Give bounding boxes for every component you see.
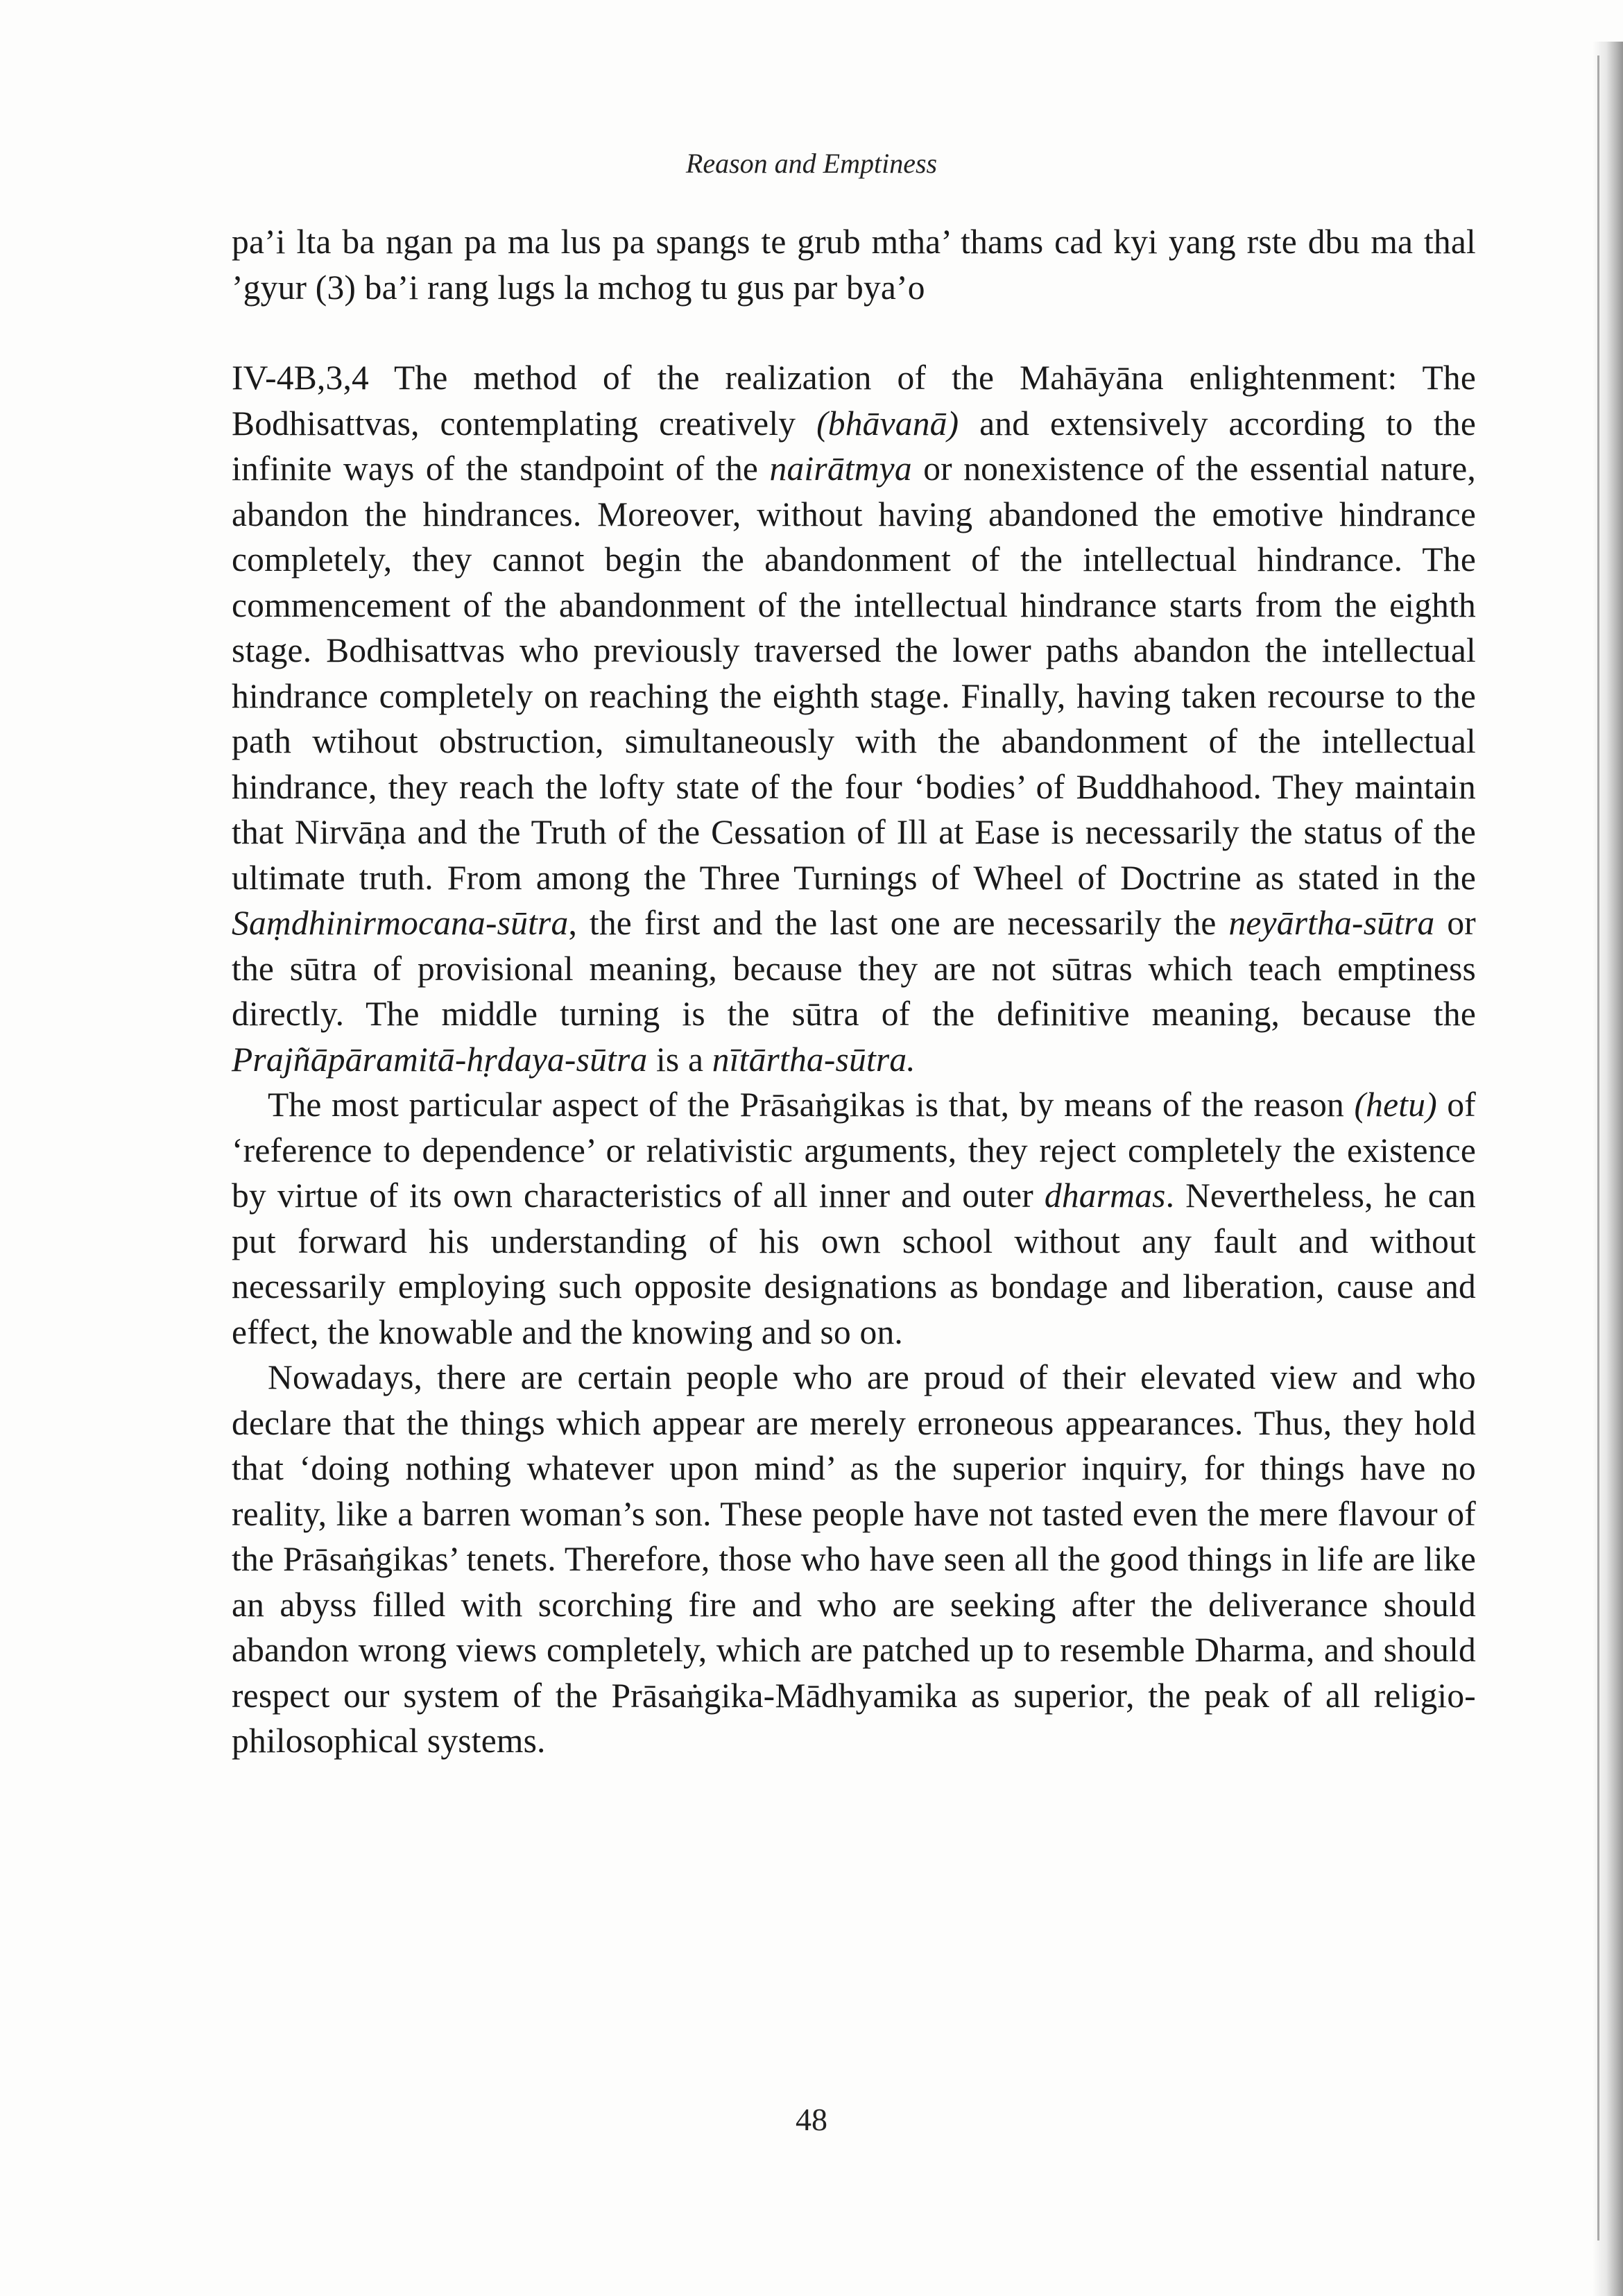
term-samdhinirmocana-sutra: Saṃdhinirmocana-sūtra bbox=[232, 904, 569, 942]
binding-edge bbox=[1597, 55, 1599, 2241]
term-nitartha-sutra: nītārtha-sūtra. bbox=[712, 1040, 916, 1079]
term-prajnaparamita-hrdaya-sutra: Prajñāpāramitā-hṛdaya-sūtra bbox=[232, 1040, 648, 1079]
text-run: The most particular aspect of the Prāsaṅgikas is that, by means of the reason bbox=[268, 1086, 1355, 1124]
body-text bbox=[232, 219, 1476, 1764]
text-run: . Nevertheless, he can put forward his understanding of his own school without any fault and without necessarily employing such opposite designations as bondage and liberation, cause and effect, the knowable and the knowing and so on. bbox=[232, 1176, 1476, 1351]
term-neyartha-sutra: neyārtha-sūtra bbox=[1228, 904, 1435, 942]
text-run: of ‘reference to dependence’ or relativistic arguments, they reject completely the existence by virtue of its own characteristics of all inner and outer bbox=[232, 1086, 1476, 1215]
term-hetu: (hetu) bbox=[1354, 1086, 1437, 1124]
term-dharmas: dharmas bbox=[1044, 1176, 1166, 1215]
paragraph-tibetan-quote: pa’i lta ba ngan pa ma lus pa spangs te grub mtha’ thams cad kyi yang rste dbu ma thal ’gyur (3) ba’i rang lugs la mchog tu gus par bya’o bbox=[232, 223, 1476, 307]
text-run: or nonexistence of the essential nature, abandon the hindrances. Moreover, without having abandoned the emotive hindrance completely, they cannot begin the abandonment of the intellectual hindrance. The commencement of the abandonment of the intellectual hindrance starts from the eighth stage. Bodhisattvas who previously traversed the lower paths abandon the intellectual hindrance completely on reaching the eighth stage. Finally, having taken recourse to the path wtihout obstruction, simultaneously with the abandonment of the intellectual hindrance, they reach the lofty state of the four ‘bodies’ of Buddhahood. They maintain that Nirvāṇa and the Truth of the Cessation of Ill at Ease is necessarily the status of the ultimate truth. From among the Three Turnings of Wheel of Doctrine as stated in the bbox=[232, 449, 1476, 897]
paragraph-prasangikas-aspect bbox=[232, 1082, 1476, 1355]
text-run: IV-4B,3,4 The method of the realization of the Mahāyāna enlightenment: The Bodhisattvas, contemplating creatively bbox=[232, 359, 1476, 443]
paragraph-nowadays: Nowadays, there are certain people who are proud of their elevated view and who declare that the things which appear are merely erroneous appearances. Thus, they hold that ‘doing nothing whatever upon mind’ as the superior inquiry, for things have no reality, like a barren woman’s son. These people have not tasted even the mere flavour of the Prāsaṅgikas’ tenets. Therefore, those who have seen all the good things in life are like an abyss filled with scorching fire and who are seeking after the deliverance should abandon wrong views completely, which are patched up to resemble Dharma, and should respect our system of the Prāsaṅgika-Mādhyamika as superior, the peak of all religio-philosophical systems. bbox=[232, 1358, 1476, 1760]
term-bhavana: (bhāvanā) bbox=[816, 404, 959, 443]
term-nairatmya: nairātmya bbox=[769, 449, 912, 488]
text-run: is a bbox=[647, 1040, 712, 1079]
running-head: Reason and Emptiness bbox=[685, 148, 938, 179]
text-run: and extensively according to the infinite ways of the standpoint of the bbox=[232, 404, 1476, 488]
page-number: 48 bbox=[796, 2102, 827, 2137]
text-run: , the first and the last one are necessarily the bbox=[568, 904, 1229, 942]
paragraph-section-iv-4b-3-4 bbox=[232, 355, 1476, 1082]
text-run: or the sūtra of provisional meaning, because they are not sūtras which teach emptiness directly. The middle turning is the sūtra of the definitive meaning, because the bbox=[232, 904, 1476, 1033]
